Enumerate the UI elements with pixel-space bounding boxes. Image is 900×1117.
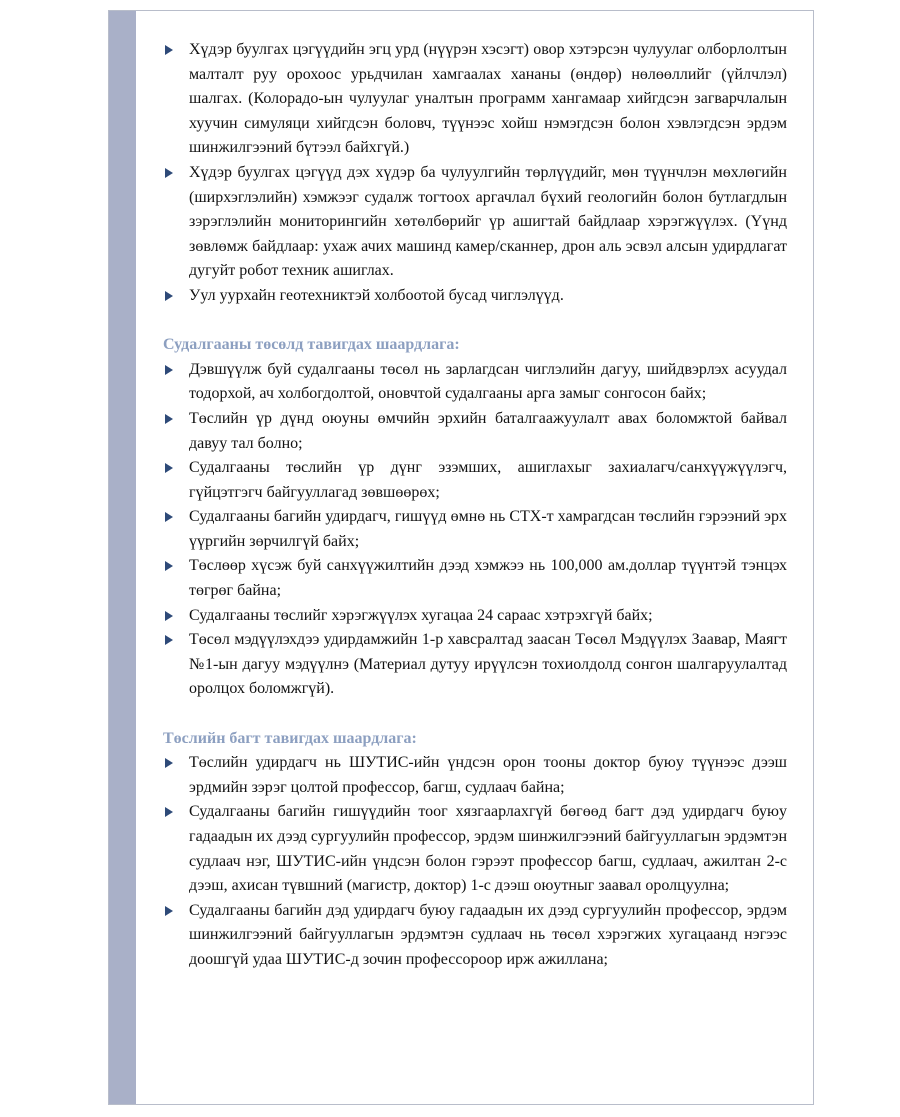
list-item-text: Судалгааны багийн гишүүдийн тоог хязгаарлахгүй бөгөөд багт дэд удирдагч буюу гадаадын их дээд сургуулийн профессор, эрдэм шинжилгээний байгууллагын эрдэмтэн судлаач нэг, ШУТИС-ийн үндсэн болон гэрээт профессор багш, судлаач, ажилтан 2-с дээш, ахисан түвшний (магистр, доктор) 1-с дээш оюутныг заавал оролцуулна; bbox=[189, 803, 787, 895]
list-item bbox=[163, 628, 787, 702]
triangle-bullet-icon bbox=[165, 45, 173, 55]
section-heading-project-requirements: Судалгааны төсөлд тавигдах шаардлага: bbox=[163, 336, 460, 354]
list-item-text: Хүдэр буулгах цэгүүд дэх хүдэр ба чулуулгийн төрлүүдийг, мөн түүнчлэн мөхлөгийн (ширхэглэлийн) хэмжээг судалж тогтоох аргачлал бүхий геологийн болон бутлагдлын зэрэглэлийн мониторингийн хөтөлбөрийг үр ашигтай байдлаар хэрэгжүүлэх. (Үүнд зөвлөмж байдлаар: ухаж ачих машинд камер/сканнер, дрон аль эсвэл алсын удирдлагат дугуйт робот техник ашиглах. bbox=[189, 163, 787, 280]
list-item bbox=[163, 284, 787, 309]
document-content bbox=[163, 38, 787, 973]
list-item bbox=[163, 407, 787, 456]
triangle-bullet-icon bbox=[165, 561, 173, 571]
triangle-bullet-icon bbox=[165, 906, 173, 916]
triangle-bullet-icon bbox=[165, 463, 173, 473]
list-item-text: Судалгааны төслийн үр дүнг эзэмших, ашиглахыг захиалагч/санхүүжүүлэгч, гүйцэтгэгч байгууллагад зөвшөөрөх; bbox=[189, 459, 787, 501]
list-item bbox=[163, 899, 787, 973]
list-item bbox=[163, 554, 787, 603]
triangle-bullet-icon bbox=[165, 168, 173, 178]
list-item bbox=[163, 456, 787, 505]
section-spacer bbox=[163, 309, 787, 334]
section2-list bbox=[163, 358, 787, 702]
list-item bbox=[163, 38, 787, 161]
section-heading-team-requirements: Төслийн багт тавигдах шаардлага: bbox=[163, 729, 417, 747]
section3-list bbox=[163, 751, 787, 972]
list-item bbox=[163, 751, 787, 800]
list-item bbox=[163, 358, 787, 407]
list-item bbox=[163, 800, 787, 898]
list-item bbox=[163, 161, 787, 284]
list-item-text: Судалгааны багийн дэд удирдагч буюу гадаадын их дээд сургуулийн профессор, эрдэм шинжилгээний байгууллагын эрдэмтэн судлаач нь төсөл хэрэгжих хугацаанд нэгээс доошгүй удаа ШУТИС-д зочин профессороор ирж ажиллана; bbox=[189, 901, 787, 968]
list-item bbox=[163, 505, 787, 554]
list-item-text: Төслөөр хүсэж буй санхүүжилтийн дээд хэмжээ нь 100,000 ам.доллар түүнтэй тэнцэх төгрөг байна; bbox=[189, 557, 787, 600]
list-item-text: Хүдэр буулгах цэгүүдийн эгц урд (нүүрэн хэсэгт) овор хэтэрсэн чулуулаг олборлолтын малталт руу орохоос урьдчилан хамгаалах хананы (өндөр) нөлөөллийг (үйлчлэл) шалгах. (Колорадо-ын чулуулаг уналтын программ хангамаар хийгдсэн загварчлалын хуучин симуляци хийгдсэн боловч, түүнээс хойш нэмэгдсэн болон хэвлэгдсэн эрдэм шинжилгээний бүтээл байхгүй.) bbox=[189, 41, 787, 157]
list-item-text: Дэвшүүлж буй судалгааны төсөл нь зарлагдсан чиглэлийн дагуу, шийдвэрлэх асуудал тодорхой, ач холбогдолтой, оновчтой судалгааны арга замыг сонгосон байх; bbox=[189, 360, 787, 403]
triangle-bullet-icon bbox=[165, 635, 173, 645]
list-item-text: Төсөл мэдүүлэхдээ удирдамжийн 1-р хавсралтад заасан Төсөл Мэдүүлэх Заавар, Маягт №1-ын дагуу мэдүүлнэ (Материал дутуу ирүүлсэн тохиолдолд сонгон шалгаруулалтад оролцох боломжгүй). bbox=[189, 631, 787, 698]
section-spacer bbox=[163, 702, 787, 727]
list-item bbox=[163, 604, 787, 629]
triangle-bullet-icon bbox=[165, 291, 173, 301]
triangle-bullet-icon bbox=[165, 611, 173, 621]
triangle-bullet-icon bbox=[165, 414, 173, 424]
document-page bbox=[108, 10, 814, 1105]
list-item-text: Уул уурхайн геотехниктэй холбоотой бусад чиглэлүүд. bbox=[189, 286, 564, 304]
section1-list bbox=[163, 38, 787, 309]
triangle-bullet-icon bbox=[165, 365, 173, 375]
list-item-text: Судалгааны төслийг хэрэгжүүлэх хугацаа 24 сараас хэтрэхгүй байх; bbox=[189, 606, 653, 624]
list-item-text: Судалгааны багийн удирдагч, гишүүд өмнө нь СТХ-т хамрагдсан төслийн гэрээний эрх үүргийн зөрчилгүй байх; bbox=[189, 508, 787, 550]
triangle-bullet-icon bbox=[165, 807, 173, 817]
side-accent-bar bbox=[109, 11, 136, 1104]
list-item-text: Төслийн үр дүнд оюуны өмчийн эрхийн баталгаажуулалт авах боломжтой байвал давуу тал болно; bbox=[189, 409, 787, 452]
triangle-bullet-icon bbox=[165, 758, 173, 768]
triangle-bullet-icon bbox=[165, 512, 173, 522]
list-item-text: Төслийн удирдагч нь ШУТИС-ийн үндсэн орон тооны доктор буюу түүнээс дээш эрдмийн зэрэг цолтой профессор, багш, судлаач байна; bbox=[189, 754, 787, 796]
